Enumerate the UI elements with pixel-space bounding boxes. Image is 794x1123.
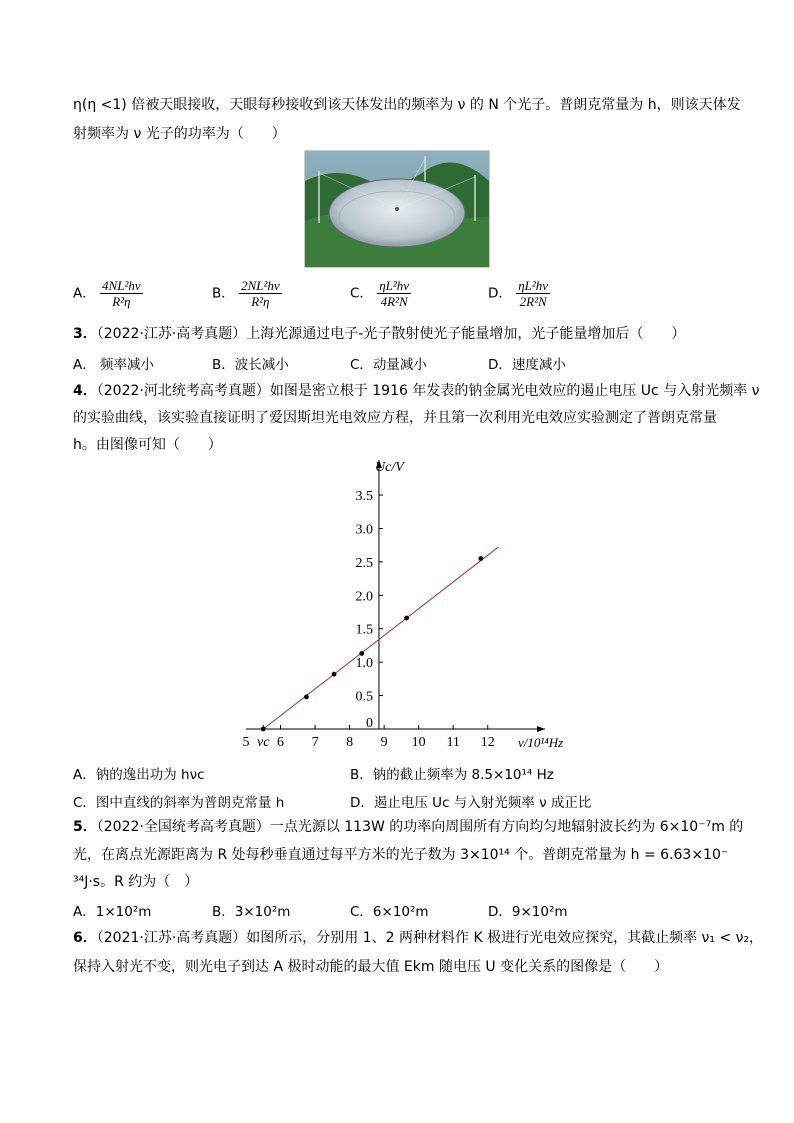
q2-option-a-fraction: $\frac{\text{4NL²hν}}{\text{R²η}}$ bbox=[102, 278, 141, 309]
chart-axes bbox=[246, 460, 545, 732]
chart-y-axis-label: Uc/V bbox=[375, 460, 404, 475]
q3-option-d[interactable]: D．速度减小 bbox=[488, 357, 566, 373]
q6-number: 6． bbox=[73, 930, 97, 946]
x-tick-label: 9 bbox=[380, 735, 388, 750]
q3-option-c[interactable]: C．动量减小 bbox=[350, 357, 427, 373]
y-tick-label: 1.5 bbox=[355, 622, 373, 638]
x-axis-arrow bbox=[537, 726, 545, 732]
y-tick-label: 2.5 bbox=[355, 555, 373, 571]
q5-line2: 光，在离点光源距离为 R 处每秒垂直通过每平方米的光子数为 3×10¹⁴ 个。普朗克常量为 h = 6.63×10⁻ bbox=[73, 847, 729, 863]
q5-line1: 5．（2022·全国统考高考真题）一点光源以 113W 的功率向周围所有方向均匀地辐射波长约为 6×10⁻⁷m 的 bbox=[73, 819, 744, 835]
data-point-1 bbox=[261, 727, 266, 732]
q5-option-b[interactable]: B．3×10²m bbox=[212, 904, 291, 920]
q2-option-d-fraction: $\frac{\text{ηL²hν}}{\text{2R²N}}$ bbox=[518, 278, 549, 309]
data-point-3 bbox=[332, 672, 337, 677]
x-tick-label: 10 bbox=[411, 735, 426, 750]
q2-option-c-fraction: $\frac{\text{ηL²hν}}{\text{4R²N}}$ bbox=[379, 278, 410, 309]
uc-vs-frequency-chart bbox=[215, 455, 585, 755]
q4-line3: h。由图像可知（ ） bbox=[73, 437, 222, 453]
x-tick-label: 11 bbox=[446, 735, 460, 750]
q3-stem: 3．（2022·江苏·高考真题）上海光源通过电子-光子散射使光子能量增加，光子能量增加后（ ） bbox=[73, 326, 686, 342]
y-tick-label: 2.0 bbox=[355, 589, 373, 605]
q4-option-a[interactable]: A．钠的逸出功为 hνc bbox=[73, 767, 205, 783]
x-tick-label: 5 bbox=[242, 735, 250, 750]
telescope-photo bbox=[304, 150, 490, 268]
y-tick-label: 3.0 bbox=[355, 522, 373, 538]
q4-option-b[interactable]: B．钠的截止频率为 8.5×10¹⁴ Hz bbox=[350, 767, 554, 783]
y-tick-label: 3.5 bbox=[355, 489, 373, 505]
q5-option-a[interactable]: A．1×10²m bbox=[73, 904, 152, 920]
chart-ticks bbox=[243, 489, 495, 750]
fit-line bbox=[263, 547, 498, 729]
data-point-6 bbox=[478, 556, 483, 561]
q6-line2: 保持入射光不变，则光电子到达 A 极时动能的最大值 Ekm 随电压 U 变化关系的图像是（ ） bbox=[73, 959, 669, 975]
data-point-5 bbox=[404, 616, 409, 621]
q6-line1: 6．（2021·江苏·高考真题）如图所示，分别用 1、2 两种材料作 K 极进行光电效应探究，其截止频率 ν₁ < ν₂， bbox=[73, 930, 764, 946]
chart-fit-line bbox=[263, 547, 498, 729]
q4-number: 4． bbox=[73, 383, 97, 399]
q2-option-b-fraction: $\frac{\text{2NL²hν}}{\text{R²η}}$ bbox=[241, 278, 280, 309]
x-tick-label: νc bbox=[257, 735, 270, 750]
q2-option-a[interactable]: A． $\frac{\text{4NL²hν}}{\text{R²η}}$ bbox=[73, 278, 141, 309]
q3-number: 3． bbox=[73, 326, 97, 342]
q2-option-c[interactable]: C． $\frac{\text{ηL²hν}}{\text{4R²N}}$ bbox=[350, 278, 410, 309]
q3-option-b[interactable]: B．波长减小 bbox=[212, 357, 289, 373]
x-tick-label: 6 bbox=[277, 735, 285, 750]
q2-option-b[interactable]: B． $\frac{\text{2NL²hν}}{\text{R²η}}$ bbox=[212, 278, 280, 309]
x-tick-label: 7 bbox=[311, 735, 319, 750]
x-tick-label: 12 bbox=[480, 735, 495, 750]
q2-option-d[interactable]: D． $\frac{\text{ηL²hν}}{\text{2R²N}}$ bbox=[488, 278, 549, 309]
q5-line3: ³⁴J·s。R 约为（ ） bbox=[73, 874, 199, 890]
q2-line1: η(η <1) 倍被天眼接收，天眼每秒接收到该天体发出的频率为 ν 的 N 个光子。普朗克常量为 h，则该天体发 bbox=[73, 97, 741, 113]
q2-line2: 射频率为 ν 光子的功率为（ ） bbox=[73, 126, 286, 142]
y-tick-label: 1.0 bbox=[355, 656, 373, 672]
q5-option-c[interactable]: C．6×10²m bbox=[350, 904, 429, 920]
y-tick-label: 0 bbox=[365, 716, 373, 731]
q4-option-d[interactable]: D．遏止电压 Uc 与入射光频率 ν 成正比 bbox=[350, 795, 592, 811]
y-tick-label: 0.5 bbox=[355, 689, 373, 705]
q4-option-c[interactable]: C．图中直线的斜率为普朗克常量 h bbox=[73, 795, 285, 811]
x-tick-label: 8 bbox=[346, 735, 354, 750]
chart-x-axis-label: ν/10¹⁴Hz bbox=[518, 735, 564, 750]
q5-number: 5． bbox=[73, 819, 97, 835]
data-point-4 bbox=[359, 651, 364, 656]
q3-option-a[interactable]: A． 频率减小 bbox=[73, 357, 155, 373]
q4-line1: 4．（2022·河北统考高考真题）如图是密立根于 1916 年发表的钠金属光电效应的遏止电压 Uc 与入射光频率 ν bbox=[73, 383, 760, 399]
q5-option-d[interactable]: D．9×10²m bbox=[488, 904, 568, 920]
q4-line2: 的实验曲线，该实验直接证明了爱因斯坦光电效应方程，并且第一次利用光电效应实验测定了普朗克常量 bbox=[73, 410, 717, 426]
data-point-2 bbox=[304, 695, 309, 700]
